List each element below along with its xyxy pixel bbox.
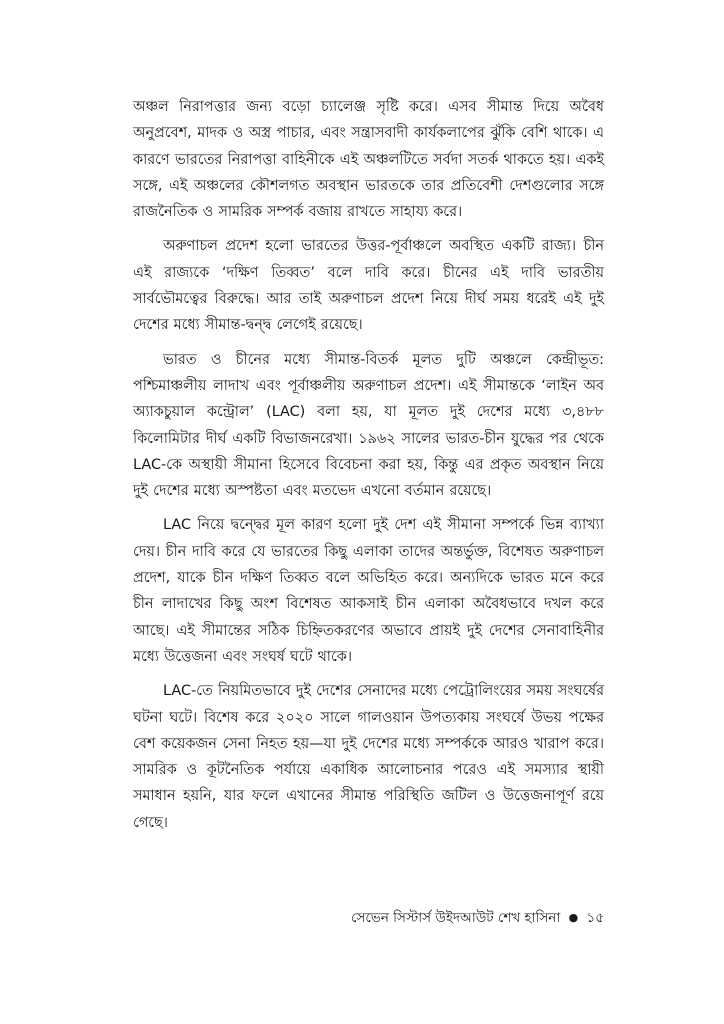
footer-separator: ● (568, 911, 579, 924)
paragraph-lac-clashes: LAC-তে নিয়মিতভাবে দুই দেশের সেনাদের মধ্যে পেট্রোলিংয়ের সময় সংঘর্ষের ঘটনা ঘটে। বিশেষ করে ২০২০ সালে গালওয়ান উপত্যকায় সংঘর্ষে উভয় পক্ষের বেশ কয়েকজন সেনা নিহত হয়—যা দুই দেশের মধ্যে সম্পর্ককে আরও খারাপ করে। সামরিক ও কূটনৈতিক পর্যায়ে একাধিক আলোচনার পরেও এই সমস্যার স্থায়ী সমাধান হয়নি, যার ফলে এখানের সীমান্ত পরিস্থিতি জটিল ও উত্তেজনাপূর্ণ রয়ে গেছে। (133, 683, 604, 831)
paragraph-continued: অঞ্চল নিরাপত্তার জন্য বড়ো চ্যালেঞ্জ সৃষ্টি করে। এসব সীমান্ত দিয়ে অবৈধ অনুপ্রবেশ, মাদক ও অস্ত্র পাচার, এবং সন্ত্রাসবাদী কার্যকলাপের ঝুঁকি বেশি থাকে। এ কারণে ভারতের নিরাপত্তা বাহিনীকে এই অঞ্চলটিতে সর্বদা সতর্ক থাকতে হয়। একই সঙ্গে, এই অঞ্চলের কৌশলগত অবস্থান ভারতকে তার প্রতিবেশী দেশগুলোর সঙ্গে রাজনৈতিক ও সামরিক সম্পর্ক বজায় রাখতে সাহায্য করে। (133, 99, 604, 221)
paragraph-border-dispute: ভারত ও চীনের মধ্যে সীমান্ত-বিতর্ক মূলত দুটি অঞ্চলে কেন্দ্রীভূত: পশ্চিমাঞ্চলীয় লাদাখ এবং পূর্বাঞ্চলীয় অরুণাচল প্রদেশ। এই সীমান্তকে ‘লাইন অব অ্যাকচুয়াল কন্ট্রোল’ (LAC) বলা হয়, যা মূলত দুই দেশের মধ্যে ৩,৪৮৮ কিলোমিটার দীর্ঘ একটি বিভাজনরেখা। ১৯৬২ সালের ভারত-চীন যুদ্ধের পর থেকে LAC-কে অস্থায়ী সীমানা হিসেবে বিবেচনা করা হয়, কিন্তু এর প্রকৃত অবস্থান নিয়ে দুই দেশের মধ্যে অস্পষ্টতা এবং মতভেদ এখনো বর্তমান রয়েছে। (133, 351, 604, 500)
page-number: ১৫ (586, 910, 604, 926)
paragraph-arunachal: অরুণাচল প্রদেশ হলো ভারতের উত্তর-পূর্বাঞ্চলে অবস্থিত একটি রাজ্য। চীন এই রাজ্যকে ‘দক্ষিণ তিব্বত’ বলে দাবি করে। চীনের এই দাবি ভারতীয় সার্বভৌমত্বের বিরুদ্ধে। আর তাই অরুণাচল প্রদেশ নিয়ে দীর্ঘ সময় ধরেই এই দুই দেশের মধ্যে সীমান্ত-দ্বন্দ্ব লেগেই রয়েছে। (133, 238, 604, 334)
paragraph-lac-conflict: LAC নিয়ে দ্বন্দ্বের মূল কারণ হলো দুই দেশ এই সীমানা সম্পর্কে ভিন্ন ব্যাখ্যা দেয়। চীন দাবি করে যে ভারতের কিছু এলাকা তাদের অন্তর্ভুক্ত, বিশেষত অরুণাচল প্রদেশ, যাকে চীন দক্ষিণ তিব্বত বলে অভিহিত করে। অন্যদিকে ভারত মনে করে চীন লাদাখের কিছু অংশ বিশেষত আকসাই চীন এলাকা অবৈধভাবে দখল করে আছে। এই সীমান্তের সঠিক চিহ্নিতকরণের অভাবে প্রায়ই দুই দেশের সেনাবাহিনীর মধ্যে উত্তেজনা এবং সংঘর্ষ ঘটে থাকে। (133, 517, 604, 665)
footer-book-title: সেভেন সিস্টার্স উইদআউট শেখ হাসিনা (350, 910, 561, 926)
running-footer (351, 908, 604, 928)
page-body (133, 94, 604, 836)
